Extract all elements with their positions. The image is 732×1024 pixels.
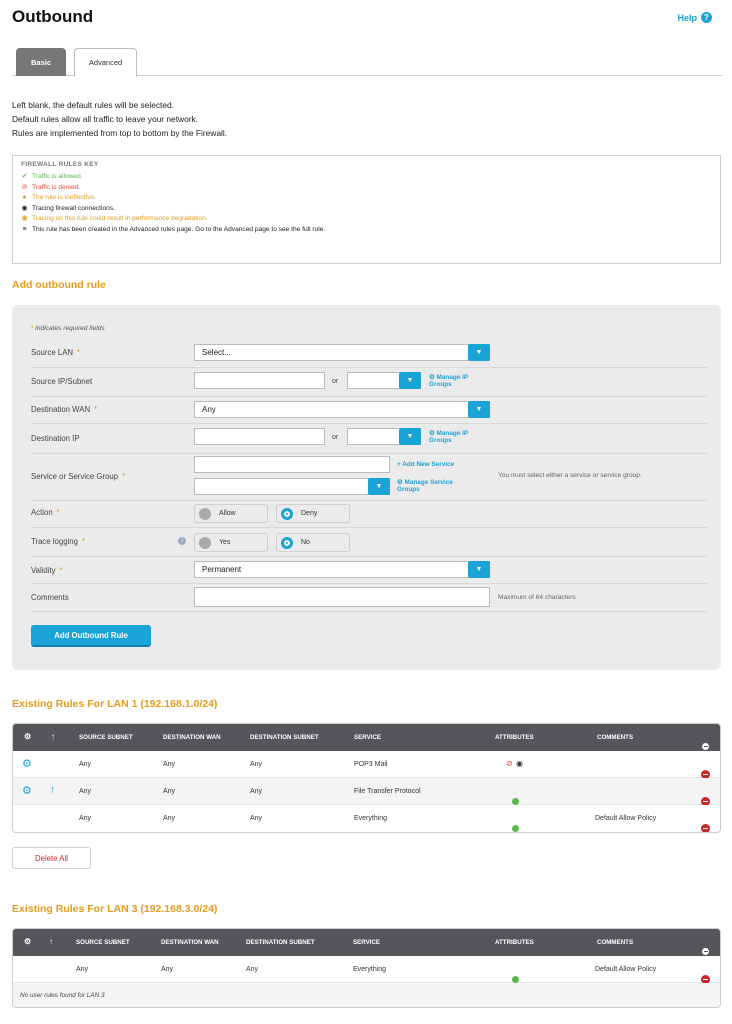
link-text[interactable]: Add New Service [402,461,455,468]
cell-source: Any [79,815,92,822]
cell-dest: Any [250,788,263,795]
arrow-up-icon[interactable]: ↑ [50,784,56,796]
intro-text [12,98,227,140]
table-row[interactable] [13,751,720,778]
chevron-down-icon[interactable]: ▼ [368,478,390,495]
row-dest-ip [31,424,708,454]
label-text: Service or Service Group [31,472,119,481]
lan3-rules-table [12,928,721,1008]
gear-icon: ⚙ [24,937,32,946]
page-title: Outbound [12,7,94,26]
manage-service-groups-link[interactable]: ⚙ Manage Service Groups [397,479,453,493]
col-comments: COMMENTS [597,734,634,741]
dest-ip-group-select[interactable] [347,428,421,445]
radio-label[interactable]: Deny [301,510,318,517]
col-attributes: ATTRIBUTES [495,734,534,741]
col-destination-wan: DESTINATION WAN [163,734,221,741]
table-row[interactable] [13,778,720,805]
key-allowed [21,172,712,183]
chevron-down-icon[interactable]: ▼ [468,401,490,418]
chevron-down-icon[interactable]: ▼ [399,372,421,389]
table-row[interactable] [13,956,720,983]
comments-label: Comments [31,593,69,602]
help-icon[interactable]: ? [701,12,712,23]
dest-wan-select[interactable] [194,401,490,418]
cell-comment: Default Allow Policy [595,966,657,973]
link-text[interactable]: Manage Service Groups [397,479,453,493]
eye-icon: ◉ [21,204,28,212]
chevron-down-icon[interactable]: ▼ [468,344,490,361]
action-label: Action * [31,508,60,517]
col-destination-subnet: DESTINATION SUBNET [246,939,315,946]
select-value: Any [202,405,216,414]
radio-label[interactable]: Allow [219,510,236,517]
validity-label: Validity * [31,566,63,575]
empty-rules-note [13,983,720,1007]
add-rule-form [12,305,721,670]
lan1-rules-table [12,723,721,833]
cell-wan: Any [163,815,176,822]
table-row[interactable] [13,805,720,832]
service-group-select[interactable] [194,478,390,495]
service-hint: You must select either a service or service group. [498,472,642,479]
deny-icon: ⊘ [21,183,28,191]
cell-wan: Any [163,788,176,795]
source-ip-input[interactable] [194,372,325,389]
radio-dot-selected[interactable] [281,508,293,520]
empty-note-text: No user rules found for LAN 3 [20,992,105,999]
add-new-service-link[interactable]: + Add New Service [397,461,455,468]
chevron-down-icon[interactable]: ▼ [468,561,490,578]
rules-key-title: FIREWALL RULES KEY [21,161,99,168]
key-trace-warning [21,214,712,225]
col-service: SERVICE [353,939,381,946]
label-text: Destination WAN [31,405,91,414]
eye-icon: ◉ [516,759,523,768]
intro-line: Rules are implemented from top to bottom by the Firewall. [12,128,228,138]
table-header [13,724,720,751]
gear-icon[interactable]: ⚙ [22,785,32,797]
warning-icon: ● [22,194,27,201]
select-value: Permanent [202,565,242,574]
radio-label[interactable]: No [301,539,310,546]
cell-service: Everything [353,966,387,973]
firewall-rules-key [12,155,721,264]
help-link[interactable] [677,12,712,23]
lan1-title: Existing Rules For LAN 1 (192.168.1.0/24) [12,698,218,710]
label-text: Source LAN [31,348,74,357]
radio-dot-selected[interactable] [281,537,293,549]
gear-icon[interactable]: ⚙ [22,758,32,770]
radio-label[interactable]: Yes [219,539,231,546]
action-allow-radio[interactable] [194,504,268,523]
chevron-down-icon[interactable]: ▼ [399,428,421,445]
help-label[interactable]: Help [677,12,697,23]
intro-line: Left blank, the default rules will be selected. [12,100,175,110]
key-text: The rule is ineffective. [32,194,97,201]
cell-dest: Any [246,966,259,973]
cell-source: Any [79,788,92,795]
key-text: Traffic is allowed. [32,173,83,180]
row-action [31,501,708,528]
required-note-text: indicates required fields [35,325,105,332]
tab-bar [12,48,722,76]
cell-wan: Any [163,761,176,768]
gear-icon: ⚙ [24,732,32,741]
key-denied [21,183,712,194]
cell-service: POP3 Mail [354,761,388,768]
intro-line: Default rules allow all traffic to leave your network. [12,114,199,124]
row-trace [31,528,708,557]
required-note: * indicates required fields [31,325,105,332]
key-text: Tracing firewall connections. [32,204,115,212]
add-rule-title: Add outbound rule [12,279,106,291]
source-ip-label: Source IP/Subnet [31,377,93,386]
link-text[interactable]: Manage IP Groups [429,430,469,444]
manage-ip-groups-link[interactable]: ⚙ Manage IP Groups [429,430,469,444]
comments-input[interactable] [194,587,490,607]
col-comments: COMMENTS [597,939,634,946]
service-input[interactable] [194,456,390,473]
arrow-up-icon: ↑ [49,937,53,946]
col-service: SERVICE [354,734,382,741]
row-source-ip [31,368,708,397]
or-text: or [332,378,339,385]
col-source-subnet: SOURCE SUBNET [76,939,130,946]
cell-dest: Any [250,815,263,822]
tab-basic[interactable]: Basic [16,48,66,76]
add-outbound-rule-button[interactable]: Add Outbound Rule [31,625,151,647]
key-advanced [21,225,712,236]
row-service [31,454,708,501]
key-text: This rule has been created in the Advanced rules page. Go to the Advanced page to see the full rule. [32,225,326,233]
lan3-title: Existing Rules For LAN 3 (192.168.3.0/24) [12,903,218,915]
key-tracing [21,204,712,215]
radio-dot[interactable] [199,537,211,549]
label-text: Validity [31,566,56,575]
dest-ip-input[interactable] [194,428,325,445]
sliders-icon: ≡ [22,225,27,233]
cell-wan: Any [161,966,174,973]
trace-yes-radio[interactable] [194,533,268,552]
row-dest-wan [31,397,708,424]
info-icon[interactable]: i [178,537,186,545]
check-circle-icon: ✔ [21,173,28,180]
col-destination-wan: DESTINATION WAN [161,939,219,946]
action-deny-radio[interactable] [276,504,350,523]
service-label: Service or Service Group * [31,472,126,481]
validity-select[interactable] [194,561,490,578]
deny-icon: ⊘ [506,759,513,768]
delete-all-button[interactable]: Delete All [12,847,91,869]
cell-dest: Any [250,761,263,768]
col-attributes: ATTRIBUTES [495,939,534,946]
label-text: Trace logging [31,537,78,546]
or-text: or [332,434,339,441]
manage-ip-groups-link[interactable]: ⚙ Manage IP Groups [429,374,469,388]
row-comments [31,584,708,612]
select-value: Select... [202,348,231,357]
row-validity [31,557,708,584]
key-ineffective [21,193,712,204]
source-lan-label: Source LAN * [31,348,81,357]
cell-service: File Transfer Protocol [354,788,421,795]
col-destination-subnet: DESTINATION SUBNET [250,734,319,741]
table-header [13,929,720,956]
arrow-up-icon: ↑ [51,732,55,741]
link-text[interactable]: Manage IP Groups [429,374,469,388]
cell-service: Everything [354,815,388,822]
radio-dot[interactable] [199,508,211,520]
col-source-subnet: SOURCE SUBNET [79,734,133,741]
key-text: Traffic is denied. [32,183,81,191]
trace-label: Trace logging * [31,537,85,546]
cell-source: Any [79,761,92,768]
tab-advanced[interactable]: Advanced [74,48,137,77]
cell-comment: Default Allow Policy [595,815,657,822]
source-ip-group-select[interactable] [347,372,421,389]
row-source-lan [31,341,708,368]
source-lan-select[interactable] [194,344,490,361]
key-text: Tracing on this rule could result in performance degradation. [32,215,208,222]
dest-ip-label: Destination IP [31,434,80,443]
dest-wan-label: Destination WAN * [31,405,98,414]
label-text: Action [31,508,53,517]
eye-warning-icon: ◉ [21,215,28,222]
cell-source: Any [76,966,89,973]
comments-hint: Maximum of 64 characters [498,594,576,601]
trace-no-radio[interactable] [276,533,350,552]
